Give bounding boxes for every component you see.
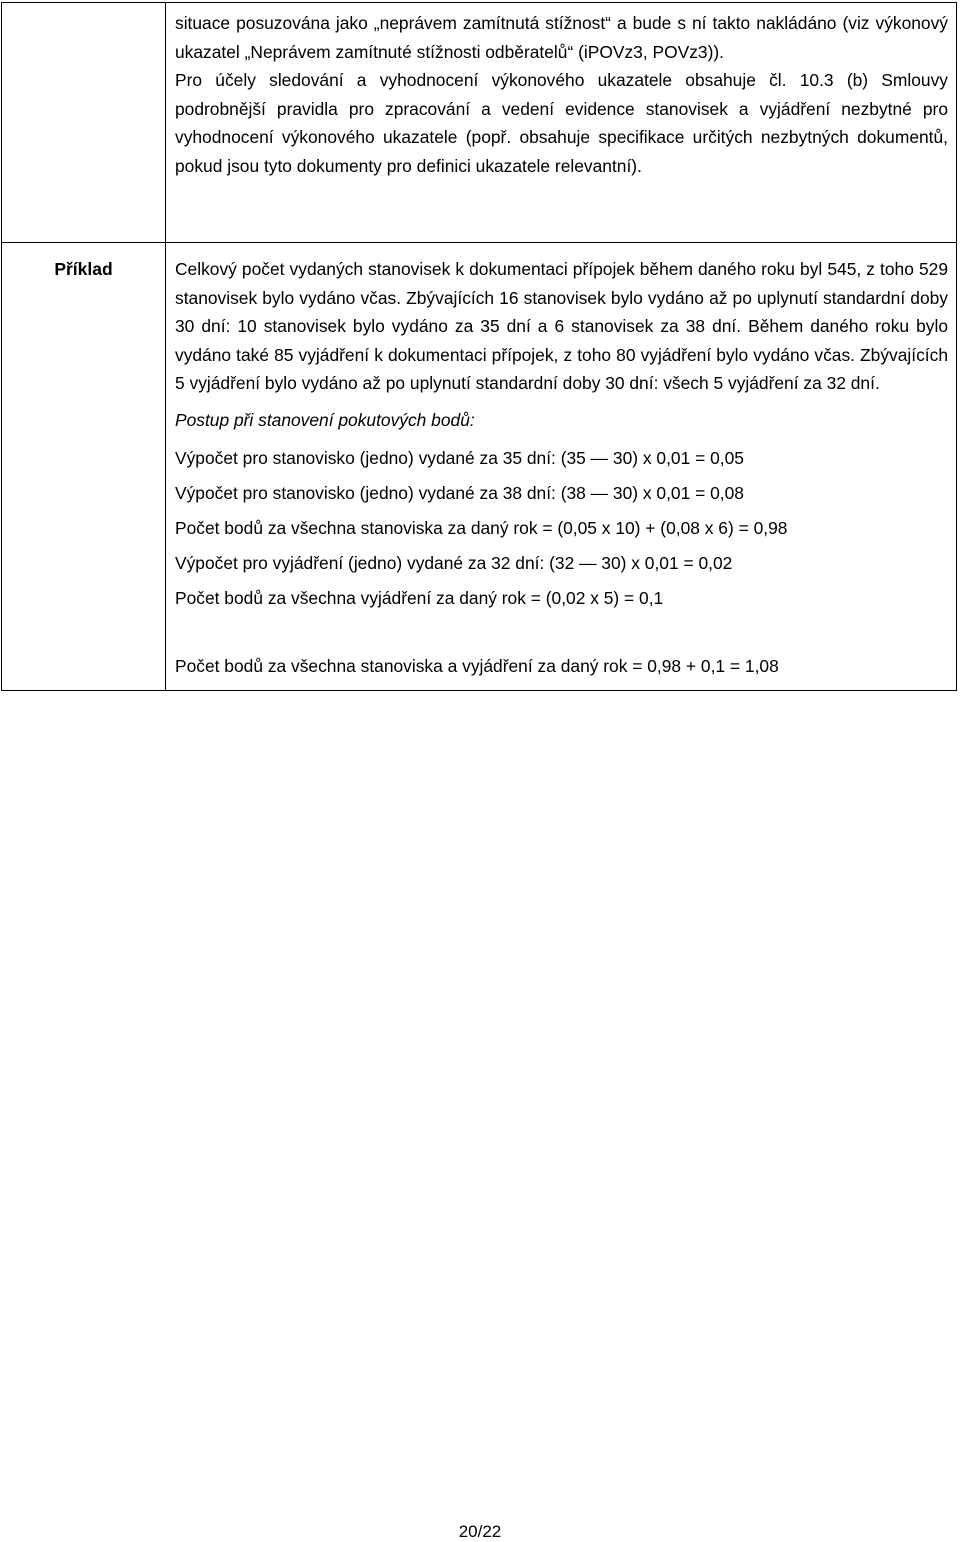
calculation-line: Výpočet pro vyjádření (jedno) vydané za 32 dní: (32 — 30) x 0,01 = 0,02	[175, 552, 733, 573]
page-number: 20/22	[458, 1522, 502, 1541]
row-content-example	[166, 243, 957, 691]
document-table	[1, 2, 957, 691]
paragraph-complaint-note: situace posuzována jako „neprávem zamítnutá stížnost“ a bude s ní takto nakládáno (viz výkonový ukazatel „Neprávem zamítnuté stížnosti odběratelů“ (iPOVz3, POVz3)).	[175, 13, 948, 62]
row-label-empty	[2, 3, 166, 243]
row-content-continuation	[166, 3, 957, 243]
table-row-example	[2, 243, 957, 691]
example-intro-paragraph: Celkový počet vydaných stanovisek k dokumentaci přípojek během daného roku byl 545, z toho 529 stanovisek bylo vydáno včas. Zbývajících 16 stanovisek bylo vydáno až po uplynutí standardní doby 30 dní: 10 stanovisek bylo vydáno za 35 dní a 6 stanovisek za 38 dní. Během daného roku bylo vydáno také 85 vyjádření k dokumentaci přípojek, z toho 80 vyjádření bylo vydáno včas. Zbývajících 5 vyjádření bylo vydáno až po uplynutí standardní doby 30 dní: všech 5 vyjádření za 32 dní.	[175, 259, 948, 394]
total-line: Počet bodů za všechna stanoviska a vyjádření za daný rok = 0,98 + 0,1 = 1,08	[175, 655, 779, 676]
paragraph-contract-rules: Pro účely sledování a vyhodnocení výkonového ukazatele obsahuje čl. 10.3 (b) Smlouvy podrobnější pravidla pro zpracování a vedení evidence stanovisek a vyjádření nezbytné pro vyhodnocení výkonového ukazatele (popř. obsahuje specifikace určitých nezbytných dokumentů, pokud jsou tyto dokumenty pro definici ukazatele relevantní).	[175, 70, 948, 176]
table-row-continuation	[2, 3, 957, 243]
procedure-heading: Postup při stanovení pokutových bodů:	[175, 409, 475, 430]
calculation-line: Počet bodů za všechna vyjádření za daný rok = (0,02 x 5) = 0,1	[175, 587, 664, 608]
calculation-line: Výpočet pro stanovisko (jedno) vydané za 35 dní: (35 — 30) x 0,01 = 0,05	[175, 447, 744, 468]
row-label-example: Příklad	[2, 243, 166, 691]
calculation-line: Výpočet pro stanovisko (jedno) vydané za 38 dní: (38 — 30) x 0,01 = 0,08	[175, 482, 744, 503]
calculation-line: Počet bodů za všechna stanoviska za daný rok = (0,05 x 10) + (0,08 x 6) = 0,98	[175, 517, 788, 538]
